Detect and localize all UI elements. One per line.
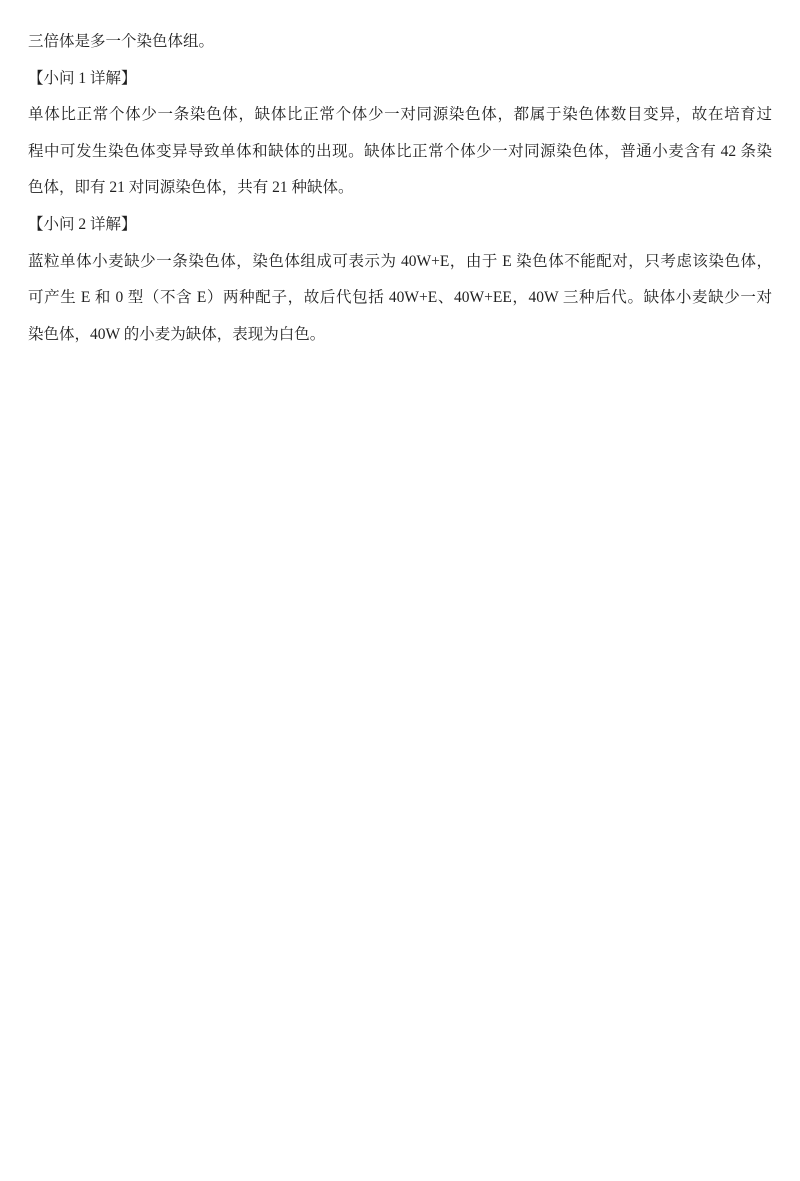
section-heading: 【小问 1 详解】: [28, 69, 137, 87]
paragraph-line: 可产生 E 和 0 型（不含 E）两种配子，故后代包括 40W+E、40W+EE，40W 三种后代。缺体小麦缺少一对: [28, 289, 772, 307]
paragraph-line: 色体，即有 21 对同源染色体，共有 21 种缺体。: [28, 179, 354, 197]
paragraph-line: 单体比正常个体少一条染色体，缺体比正常个体少一对同源染色体，都属于染色体数目变异，故在培育过: [28, 106, 772, 124]
section-heading: 【小问 2 详解】: [28, 215, 137, 233]
paragraph-line: 程中可发生染色体变异导致单体和缺体的出现。缺体比正常个体少一对同源染色体，普通小麦含有 42 条染: [28, 142, 772, 160]
paragraph-line: 蓝粒单体小麦缺少一条染色体，染色体组成可表示为 40W+E，由于 E 染色体不能配对，只考虑该染色体，: [28, 252, 772, 270]
paragraph-line: 三倍体是多一个染色体组。: [28, 33, 215, 50]
paragraph-line: 染色体，40W 的小麦为缺体，表现为白色。: [28, 325, 326, 343]
